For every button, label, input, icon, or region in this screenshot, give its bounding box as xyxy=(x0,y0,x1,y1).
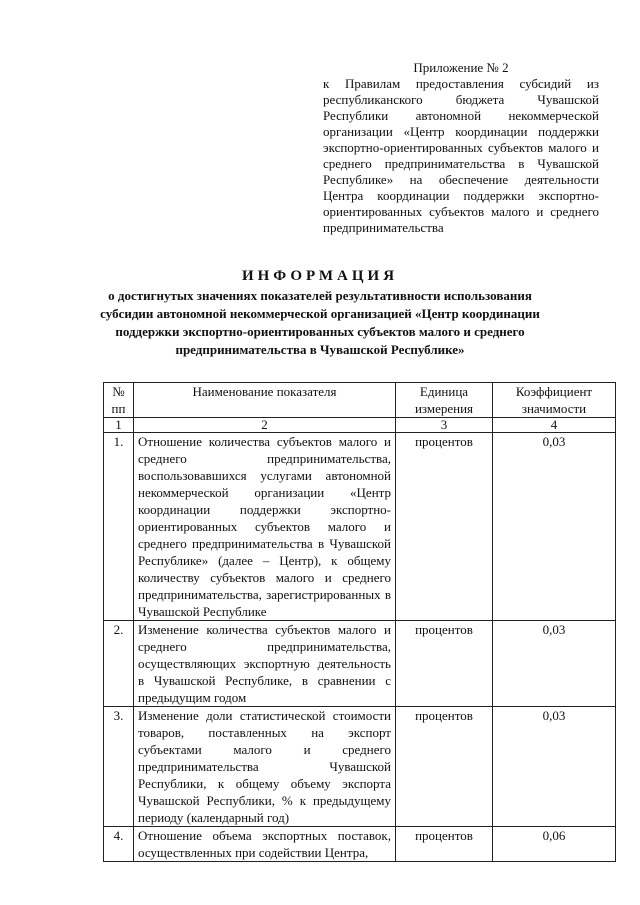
column-number: 4 xyxy=(493,418,616,433)
row-number: 3. xyxy=(104,707,134,827)
annex-title: Приложение № 2 xyxy=(413,60,509,75)
column-number-row xyxy=(104,418,616,433)
table-row xyxy=(104,433,616,621)
indicator-coefficient: 0,03 xyxy=(493,707,616,827)
indicator-coefficient: 0,06 xyxy=(493,827,616,862)
row-number: 1. xyxy=(104,433,134,621)
annex-text: к Правилам предоставления субсидий из республиканского бюджета Чувашской Республики автономной некоммерческой организации «Центр координации поддержки экспортно-ориентированных субъектов малого и среднего предпринимательства в Чувашской Республике» на обеспечение деятельности Центра координации поддержки экспортно-ориентированных субъектов малого и среднего предпринимательства xyxy=(323,76,599,235)
row-number: 2. xyxy=(104,621,134,707)
column-number: 3 xyxy=(396,418,493,433)
indicator-coefficient: 0,03 xyxy=(493,433,616,621)
indicator-unit: процентов xyxy=(396,827,493,862)
indicator-unit: процентов xyxy=(396,621,493,707)
header-indicator-name: Наименование показателя xyxy=(134,383,396,418)
document-subtitle: о достигнутых значениях показателей результативности использования субсидии автономной некоммерческой организацией «Центр координации поддержки экспортно-ориентированных субъектов малого и среднего предпринимательства в Чувашской Республике» xyxy=(100,288,540,357)
indicator-name: Изменение доли статистической стоимости товаров, поставленных на экспорт субъектами малого и среднего предпринимательства Чувашской Республики, к общему объему экспорта Чувашской Республики, % к предыдущему периоду (календарный год) xyxy=(134,707,396,827)
header-number: № пп xyxy=(104,383,134,418)
table-row xyxy=(104,707,616,827)
header-unit: Единица измерения xyxy=(396,383,493,418)
table-header-row xyxy=(104,383,616,418)
indicator-coefficient: 0,03 xyxy=(493,621,616,707)
row-number: 4. xyxy=(104,827,134,862)
header-coefficient: Коэффициент значимости xyxy=(493,383,616,418)
table-row xyxy=(104,621,616,707)
indicator-name: Отношение количества субъектов малого и среднего предпринимательства, воспользовавшихся услугами автономной некоммерческой организации «Центр координации поддержки экспортно-ориентированных субъектов малого и среднего предпринимательства в Чувашской Республике» (далее – Центр), к общему количеству субъектов малого и среднего предпринимательства, зарегистрированных в Чувашской Республике xyxy=(134,433,396,621)
indicator-name: Изменение количества субъектов малого и среднего предпринимательства, осуществляющих экспортную деятельность в Чувашской Республике, в сравнении с предыдущим годом xyxy=(134,621,396,707)
column-number: 1 xyxy=(104,418,134,433)
document-title: ИНФОРМАЦИЯ xyxy=(241,268,399,284)
indicator-unit: процентов xyxy=(396,707,493,827)
indicators-table xyxy=(103,382,616,862)
column-number: 2 xyxy=(134,418,396,433)
indicator-unit: процентов xyxy=(396,433,493,621)
table-row xyxy=(104,827,616,862)
annex-block xyxy=(323,60,599,236)
indicator-name: Отношение объема экспортных поставок, осуществленных при содействии Центра, xyxy=(134,827,396,862)
